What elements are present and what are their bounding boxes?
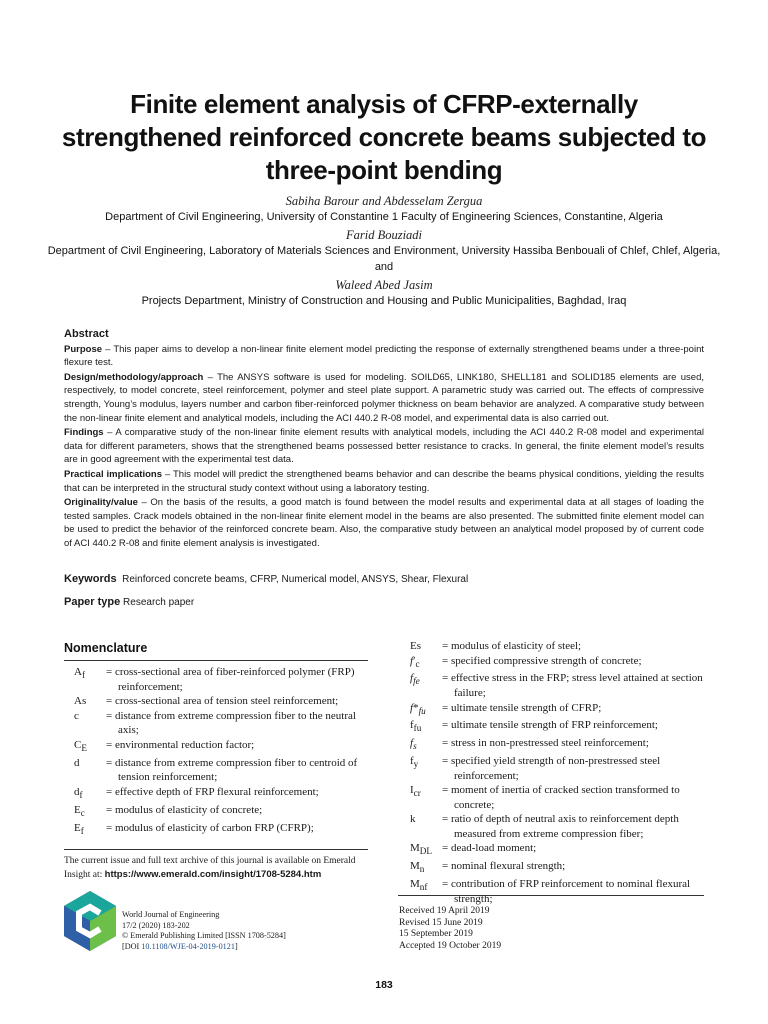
nomenclature-row [74, 803, 374, 821]
abstract-implications: Practical implications – This model will predict the strengthened beams behavior and can describe the beams physical conditions, yielding the results that can be interpreted in the structural study context without using a laboratory testing. [64, 468, 705, 494]
abstract-text: On the basis of the results, a good match is found between the model results and experimental data at all stages of loading the tested samples. Crack models obtained in the non-linear finite element model in the beams are also presented. The submitted finite element model can be used to predict the behavior of the reinforced concrete beam. Also, the comparative study between an analytical model proposed by of current code of ACI 440.2 R-08 and finite element analysis is investigated. [64, 497, 705, 549]
affiliation-3: Projects Department, Ministry of Construction and Housing and Public Municipalities, Baghdad, Iraq [141, 295, 627, 307]
nomenclature-row [74, 738, 374, 756]
nomenclature-row [410, 718, 710, 736]
nomenclature-list-right [410, 639, 710, 906]
author-names-1: Sabiha Barour and Abdesselam Zergua [285, 194, 483, 208]
nomenclature-definition: = ratio of depth of neutral axis to reinforcement depth measured from extreme compression fiber; [442, 813, 679, 840]
paper-type-text: Research paper [123, 597, 195, 608]
abstract-label: Findings [64, 427, 104, 439]
nomenclature-row [410, 654, 710, 672]
nomenclature-definition: = specified yield strength of non-prestressed steel reinforcement; [442, 754, 661, 782]
nomenclature-definition: = ultimate tensile strength of CFRP; [442, 701, 602, 714]
journal-info [122, 910, 286, 952]
nomenclature-symbol: Es [410, 640, 421, 652]
keywords-label: Keywords [64, 573, 117, 585]
nomenclature-definition: = cross-sectional area of fiber-reinforced polymer (FRP) reinforcement; [106, 666, 355, 693]
abstract-originality: Originality/value – On the basis of the results, a good match is found between the model results and experimental data at all stages of loading the tested samples. Crack models obtained in the non-linear finite element model in the beams are also presented. The submitted finite element model can be used to predict the behavior of the reinforced concrete beam. Also, the comparative study between an analytical model proposed by of current code of ACI 440.2 R-08 and finite element analysis is investigated. [64, 497, 705, 549]
date-accepted: Accepted 19 October 2019 [399, 940, 502, 951]
nomenclature-definition: = distance from extreme compression fiber to the neutral axis; [106, 709, 356, 737]
nomenclature-row [410, 671, 710, 700]
nomenclature-row [410, 841, 710, 859]
date-revised: Revised 15 June 2019 [399, 917, 483, 928]
journal-doi-line [122, 942, 286, 953]
nomenclature-symbol: $M_{DL}$ [410, 842, 432, 857]
emerald-logo-icon [64, 891, 116, 951]
abstract-heading: Abstract [64, 328, 109, 340]
journal-volume: 17/2 (2020) 183-202 [122, 920, 190, 930]
date-received: Received 19 April 2019 [399, 906, 490, 916]
nomenclature-definition: = modulus of elasticity of steel; [442, 640, 582, 652]
date-revised-2: 15 September 2019 [399, 929, 473, 940]
nomenclature-definition: = contribution of FRP reinforcement to nominal flexural strength; [442, 878, 691, 905]
nomenclature-definition: = modulus of elasticity of carbon FRP (CFRP); [106, 821, 314, 834]
nomenclature-definition: = ultimate tensile strength of FRP reinforcement; [442, 719, 658, 732]
abstract-purpose: Purpose – This paper aims to develop a non-linear finite element model predicting the response of externally strengthened beams under a three-point flexure test. [64, 343, 704, 369]
nomenclature-symbol: As [74, 695, 87, 708]
nomenclature-symbol: $E_c$ [74, 803, 85, 818]
abstract-text: This model will predict the strengthened beams behavior and can describe the beams physical conditions, yielding the results that can be interpreted in the structural study context without using a laboratory testing. [64, 468, 705, 494]
nomenclature-row [410, 754, 710, 783]
article-dates [399, 906, 501, 952]
nomenclature-row [74, 785, 374, 803]
nomenclature-row [410, 701, 710, 719]
nomenclature-symbol: $E_f$ [74, 821, 84, 836]
abstract-label: Purpose [64, 343, 103, 355]
nomenclature-list-left [74, 665, 374, 838]
paper-type-label: Paper type [64, 596, 121, 608]
nomenclature-heading: Nomenclature [64, 641, 148, 655]
nomenclature-symbol: $d_f$ [74, 785, 83, 801]
nomenclature-row [410, 812, 710, 841]
nomenclature-rule [64, 660, 368, 661]
journal-name: World Journal of Engineering [122, 910, 220, 919]
journal-publisher: © Emerald Publishing Limited [ISSN 1708-5284] [122, 931, 286, 941]
doi-prefix: [DOI [122, 941, 142, 951]
nomenclature-row [410, 736, 710, 754]
nomenclature-symbol: $f_{fe}$ [410, 672, 420, 687]
nomenclature-definition: = effective depth of FRP flexural reinforcement; [106, 785, 319, 798]
nomenclature-symbol: $f_{fu}$ [410, 719, 422, 734]
nomenclature-symbol: k [410, 813, 416, 826]
nomenclature-symbol: $A_f$ [74, 666, 86, 681]
nomenclature-row [74, 709, 374, 738]
nomenclature-symbol: c [74, 709, 79, 722]
journal-archive-link[interactable]: https://www.emerald.com/insight/1708-5284.htm [104, 869, 322, 880]
nomenclature-definition: = environmental reduction factor; [106, 738, 255, 751]
nomenclature-row [74, 665, 374, 694]
nomenclature-symbol: $f_s$ [410, 737, 417, 752]
nomenclature-definition: = moment of inertia of cracked section transformed to concrete; [442, 784, 680, 811]
nomenclature-row [410, 859, 710, 877]
abstract-label: Originality/value [64, 497, 138, 509]
nomenclature-symbol: $f'_c$ [410, 654, 420, 669]
doi-suffix: ] [234, 941, 238, 951]
nomenclature-definition: = nominal flexural strength; [442, 860, 566, 873]
abstract-design: Design/methodology/approach – The ANSYS software is used for modeling. SOILD65, LINK180, SHELL181 and SOLID185 elements are used, respectively, to model concrete, steel reinforcement, polymer and steel plate support. A parametric study was carried out. The effects of compressive strength, Young’s modulus, layers number and carbon fiber-reinforced polymer thickness on beam behavior are analyzed. A comparative study between the non-linear finite element and analytical models, including the ACI 440.2 R-08 model, and experimental data is also carried out. [64, 371, 704, 424]
nomenclature-symbol: $f_y$ [410, 754, 419, 770]
abstract-text: The ANSYS software is used for modeling. SOILD65, LINK180, SHELL181 and SOLID185 elements are used, respectively, to model concrete, steel reinforcement, polymer and steel plate support. A parametric study was carried out. The effects of compressive strength, Young’s modulus, layers number and carbon fiber-reinforced polymer thickness on beam behavior are analyzed. A comparative study between the non-linear finite element and analytical models, including the ACI 440.2 R-08 model, and experimental data is also carried out. [64, 371, 704, 424]
nomenclature-row [74, 821, 374, 839]
dates-rule [398, 895, 704, 896]
nomenclature-row [410, 783, 710, 812]
abstract-text: This paper aims to develop a non-linear finite element model predicting the response of externally strengthened beams under a three-point flexure test. [64, 343, 704, 369]
nomenclature-symbol: $C_E$ [74, 738, 87, 754]
abstract-text: A comparative study of the non-linear finite element results with analytical models, including the ACI 440.2 R-08 model and experimental data for different parameters, shows that the strengthened beams possessed better resistance to cracks. In general, the finite element model’s results are in good agreement with the experimental test data. [64, 427, 704, 466]
nomenclature-definition: = distance from extreme compression fiber to centroid of tension reinforcement; [106, 756, 358, 784]
abstract-label: Design/methodology/approach [64, 371, 204, 383]
footnote-sentence: The current issue and full text archive of this journal is available on Emerald Insight at: [64, 856, 356, 880]
nomenclature-row [74, 756, 374, 785]
doi-link[interactable]: 10.1108/WJE-04-2019-0121 [141, 941, 235, 951]
nomenclature-row [410, 877, 710, 906]
nomenclature-symbol: $I_{cr}$ [410, 784, 421, 799]
nomenclature-definition: = cross-sectional area of tension steel reinforcement; [106, 695, 339, 708]
affiliation-1: Department of Civil Engineering, University of Constantine 1 Faculty of Engineering Sciences, Constantine, Algeria [105, 211, 663, 223]
abstract-label: Practical implications [64, 468, 162, 480]
abstract-findings: Findings – A comparative study of the non-linear finite element results with analytical models, including the ACI 440.2 R-08 model and experimental data for different parameters, shows that the strengthened beams possessed better resistance to cracks. In general, the finite element model’s results are in good agreement with the experimental test data. [64, 427, 704, 466]
keywords-line [64, 573, 468, 585]
footnote-rule [64, 849, 368, 850]
nomenclature-definition: = modulus of elasticity of concrete; [106, 803, 263, 816]
author-names-2: Farid Bouziadi [345, 228, 423, 242]
abstract-section [64, 328, 704, 552]
paper-type-line [64, 596, 194, 608]
author-names-3: Waleed Abed Jasim [335, 278, 433, 292]
nomenclature-row [410, 639, 710, 654]
nomenclature-definition: = specified compressive strength of concrete; [442, 654, 642, 667]
nomenclature-definition: = stress in non-prestressed steel reinforcement; [442, 737, 649, 750]
nomenclature-symbol: $f*_{fu}$ [410, 701, 426, 716]
nomenclature-symbol: d [74, 756, 80, 769]
footnote-text [64, 855, 374, 882]
nomenclature-row [74, 694, 374, 709]
page-number: 183 [375, 979, 393, 991]
paper-title: Finite element analysis of CFRP-externally strengthened reinforced concrete beams subjected to three-point bending [61, 89, 707, 185]
nomenclature-definition: = effective stress in the FRP; stress level attained at section failure; [442, 672, 703, 699]
keywords-text: Reinforced concrete beams, CFRP, Numerical model, ANSYS, Shear, Flexural [122, 574, 469, 585]
nomenclature-symbol: $M_n$ [410, 860, 425, 875]
author-block [40, 193, 728, 311]
nomenclature-definition: = dead-load moment; [442, 842, 537, 855]
nomenclature-symbol: $M_{nf}$ [410, 878, 428, 893]
affiliation-2: Department of Civil Engineering, Laboratory of Materials Sciences and Environment, University Hassiba Benbouali of Chlef, Chlef, Algeria, and [47, 245, 721, 273]
